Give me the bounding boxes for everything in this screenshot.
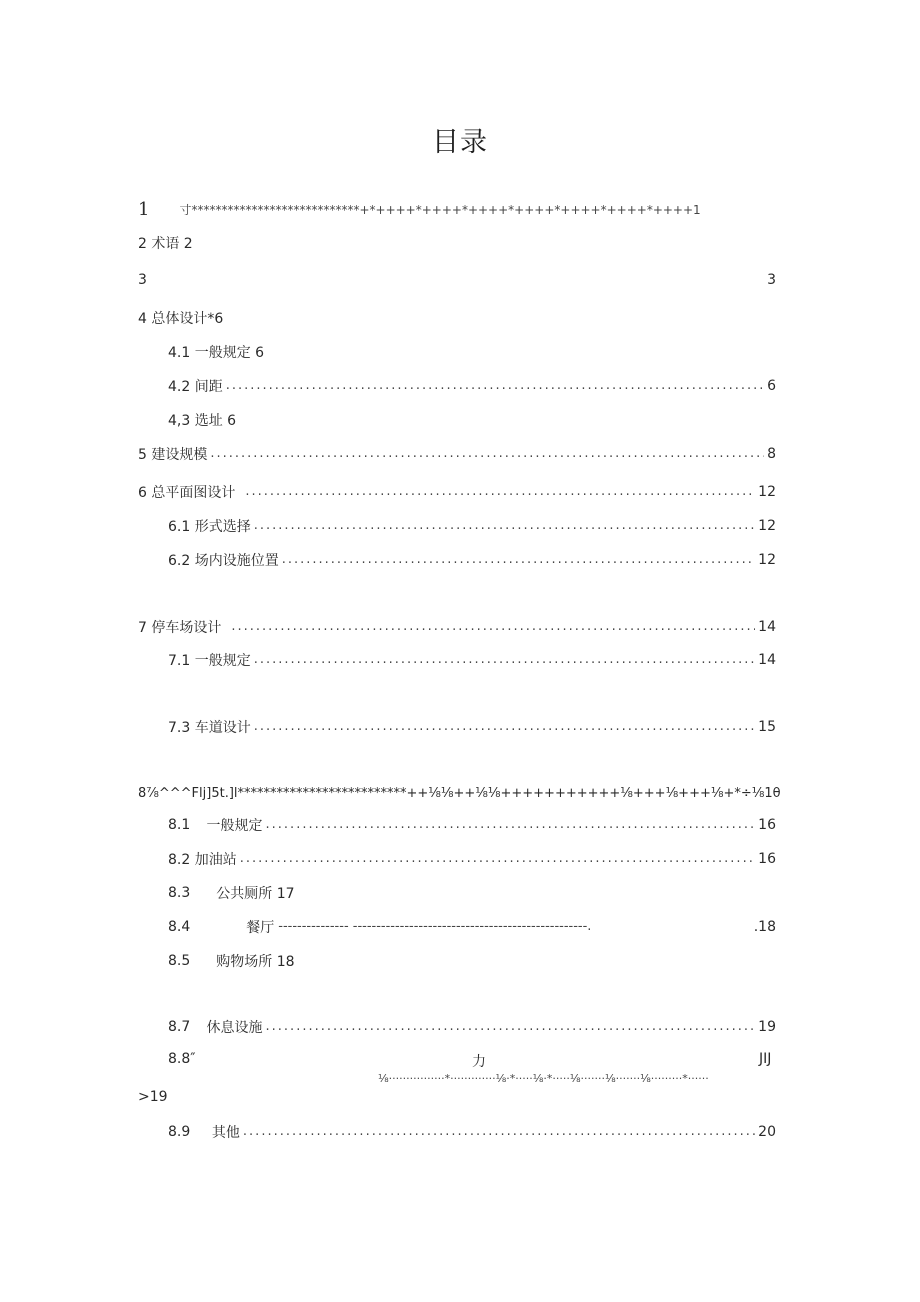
- page-title: 目录: [432, 127, 488, 158]
- toc-leader-dots: [231, 618, 755, 636]
- toc-entry-2[interactable]: [138, 232, 776, 254]
- toc-number: 8.1: [168, 817, 191, 833]
- toc-label: 2 术语 2: [138, 236, 193, 252]
- toc-page-number: 8: [767, 446, 776, 462]
- toc-page-number: 12: [758, 552, 776, 568]
- toc-page-number: .18: [753, 919, 776, 935]
- toc-label: 4.2 间距: [168, 379, 223, 395]
- toc-leader-dots: [254, 517, 755, 535]
- toc-entry-5[interactable]: [138, 443, 776, 465]
- toc-label: 4,3 选址 6: [168, 413, 237, 429]
- toc-label: 7.3 车道设计: [168, 720, 251, 736]
- toc-page-number: 16: [758, 817, 776, 833]
- toc-leader-dots: [240, 850, 755, 868]
- toc-leader: 寸****************************+*++++*++++*++++*++++*++++*++++*++++1: [179, 202, 701, 217]
- toc-label: 6.1 形式选择: [168, 519, 251, 535]
- toc-entry-1[interactable]: [138, 198, 776, 220]
- toc-label: 7.1 一般规定: [168, 653, 251, 669]
- toc-leader-dots: [266, 1018, 756, 1036]
- toc-page-number: 16: [758, 851, 776, 867]
- toc-entry-8[interactable]: [138, 782, 781, 804]
- toc-entry-8-9[interactable]: [168, 1121, 776, 1143]
- toc-entry-8-3[interactable]: [168, 882, 776, 904]
- toc-entry-4-1[interactable]: [168, 341, 776, 363]
- toc-page-number: 19: [758, 1019, 776, 1035]
- toc-entry-8-4[interactable]: [168, 916, 776, 938]
- toc-number: 8.9: [168, 1124, 191, 1140]
- toc-label: 4 总体设计*6: [138, 311, 224, 327]
- toc-leader-dots: [245, 483, 755, 501]
- toc-leader-dashes: --------------- --------------------------------------------------.: [278, 919, 592, 934]
- toc-leader-dots: [266, 816, 756, 834]
- toc-entry-6-1[interactable]: [168, 515, 776, 537]
- toc-entry-6-2[interactable]: [168, 549, 776, 571]
- toc-number: 3: [138, 272, 147, 288]
- toc-label: 餐厅: [246, 920, 275, 936]
- toc-number: 8.7: [168, 1019, 191, 1035]
- toc-entry-8-8-number[interactable]: 8.8″: [168, 1051, 196, 1067]
- toc-entry-8-8-leader: ⅛················*·············⅛·*·····⅛·*·····⅛·······⅛·······⅛·········*······: [378, 1072, 709, 1085]
- toc-label: 购物场所 18: [216, 954, 295, 970]
- toc-leader-dots: [243, 1123, 755, 1141]
- toc-entry-4-3[interactable]: [168, 409, 776, 431]
- toc-number: 1: [138, 198, 150, 220]
- toc-page-number: 15: [758, 719, 776, 735]
- toc-label: 8.2 加油站: [168, 852, 237, 868]
- toc-leader-dots: [226, 377, 764, 395]
- toc-entry-6[interactable]: [138, 481, 776, 503]
- toc-leader-dots: [210, 445, 764, 463]
- toc-label: 休息设施: [206, 1020, 263, 1036]
- toc-page-number: 14: [758, 652, 776, 668]
- toc-entry-3[interactable]: [138, 269, 776, 291]
- toc-entry-7[interactable]: [138, 616, 776, 638]
- toc-garbled-text: 8⅞^^^Flj]5t.]l**************************++⅛⅛++⅛⅛+++++++++++⅛+++⅛+++⅛+*÷⅛1θ: [138, 785, 781, 801]
- toc-entry-8-8-label: 力: [472, 1054, 486, 1070]
- toc-leader-dots: [282, 551, 755, 569]
- toc-entry-8-2[interactable]: [168, 848, 776, 870]
- toc-page-number: 3: [767, 272, 776, 288]
- toc-entry-8-1[interactable]: [168, 814, 776, 836]
- toc-entry-7-1[interactable]: [168, 649, 776, 671]
- toc-entry-8-8-right: JIJ: [759, 1051, 772, 1067]
- toc-entry-4-2[interactable]: [168, 375, 776, 397]
- toc-label: 6.2 场内设施位置: [168, 553, 279, 569]
- toc-label: 公共厕所 17: [216, 886, 295, 902]
- toc-page-number: 12: [758, 518, 776, 534]
- toc-page-number: 6: [767, 378, 776, 394]
- toc-label: 4.1 一般规定 6: [168, 345, 265, 361]
- toc-entry-4[interactable]: [138, 307, 776, 329]
- toc-number: 8.3: [168, 885, 191, 901]
- toc-entry-8-5[interactable]: [168, 950, 776, 972]
- toc-entry-7-3[interactable]: [168, 716, 776, 738]
- toc-entry-8-8-page: >19: [138, 1089, 168, 1105]
- toc-leader-dots: [254, 718, 755, 736]
- toc-page-number: 12: [758, 484, 776, 500]
- toc-label: 5 建设规模: [138, 447, 208, 463]
- toc-number: 8.4: [168, 919, 191, 935]
- toc-label: 一般规定: [206, 818, 263, 834]
- toc-label: 6 总平面图设计: [138, 485, 236, 501]
- toc-page-number: 20: [758, 1124, 776, 1140]
- toc-entry-8-7[interactable]: [168, 1016, 776, 1038]
- toc-number: 8.5: [168, 953, 191, 969]
- toc-leader-dots: [254, 651, 755, 669]
- toc-page-number: 14: [758, 619, 776, 635]
- toc-label: 7 停车场设计: [138, 620, 222, 636]
- toc-label: 其他: [211, 1125, 240, 1141]
